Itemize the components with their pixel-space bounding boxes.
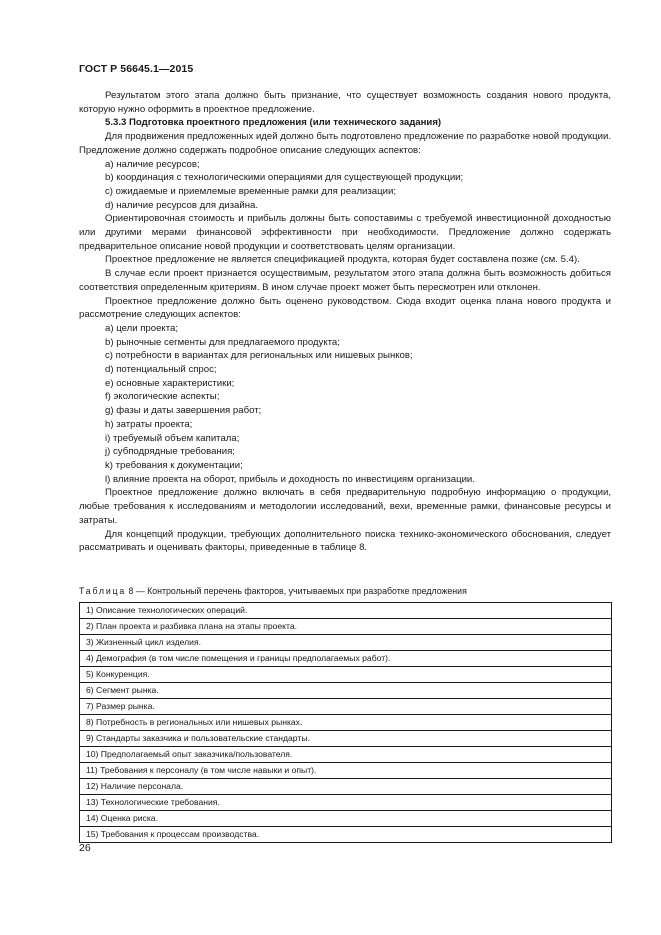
table-caption-text: 8 — Контрольный перечень факторов, учитываемых при разработке предложения — [126, 586, 467, 596]
section-heading: 5.3.3 Подготовка проектного предложения (или технического задания) — [105, 117, 442, 129]
list-item: j) субподрядные требования; — [105, 446, 235, 458]
list-item: g) фазы и даты завершения работ; — [105, 405, 262, 417]
table-caption — [79, 586, 619, 597]
list-item: d) наличие ресурсов для дизайна. — [105, 199, 259, 211]
table-row: 6) Сегмент рынка. — [80, 683, 611, 699]
paragraph: В случае если проект признается осуществимым, результатом этого этапа должна быть возможность добиться соответствия определенным критериям. В ином случае проект может быть пересмотрен или отклонен. — [79, 268, 611, 293]
table-row: 11) Требования к персоналу (в том числе навыки и опыт). — [80, 763, 611, 779]
table-row: 8) Потребность в региональных или нишевых рынках. — [80, 715, 611, 731]
list-item: i) требуемый объем капитала; — [105, 432, 240, 444]
table-row: 1) Описание технологических операций. — [80, 603, 611, 619]
paragraph: Ориентировочная стоимость и прибыль должны быть сопоставимы с требуемой инвестиционной доходностью или другими мерами финансовой эффективности при необходимости. Предложение должно содержать предварительное описание новой продукции и соответствовать целям организации. — [79, 213, 611, 252]
page-number: 26 — [79, 842, 91, 854]
list-item: f) экологические аспекты; — [105, 391, 220, 403]
list-item: c) ожидаемые и приемлемые временные рамки для реализации; — [105, 185, 397, 197]
paragraph: Проектное предложение не является спецификацией продукта, которая будет составлена позже (см. 5.4). — [105, 254, 580, 266]
checklist-table — [79, 602, 612, 843]
list-item: e) основные характеристики; — [105, 377, 235, 389]
body-text — [79, 89, 611, 555]
list-item: h) затраты проекта; — [105, 418, 193, 430]
paragraph: Результатом этого этапа должно быть признание, что существует возможность создания нового продукта, которую нужно оформить в проектное предложение. — [79, 90, 611, 115]
paragraph: Проектное предложение должно быть оценено руководством. Сюда входит оценка плана нового продукта и рассмотрение следующих аспектов: — [79, 295, 611, 321]
list-item: b) рыночные сегменты для предлагаемого продукта; — [105, 336, 340, 348]
list-item: b) координация с технологическими операциями для существующей продукции; — [105, 172, 464, 184]
paragraph: Для концепций продукции, требующих дополнительного поиска технико-экономического обоснования, следует рассматривать и оценивать факторы, приведенные в таблице 8. — [79, 528, 611, 554]
table-caption-label: Таблица — [79, 586, 127, 596]
paragraph: Для продвижения предложенных идей должно быть подготовлено предложение по разработке новой продукции. Предложение должно содержать подробное описание следующих аспектов: — [79, 131, 611, 156]
list-item: l) влияние проекта на оборот, прибыль и доходность по инвестициям организации. — [105, 473, 475, 485]
table-row: 15) Требования к процессам производства. — [86, 829, 260, 839]
table-row: 10) Предполагаемый опыт заказчика/пользователя. — [80, 747, 611, 763]
table-row: 13) Технологические требования. — [80, 795, 611, 811]
table-row: 12) Наличие персонала. — [80, 779, 611, 795]
table-row: 5) Конкуренция. — [80, 667, 611, 683]
list-item: k) требования к документации; — [105, 459, 243, 471]
table-row: 9) Стандарты заказчика и пользовательские стандарты. — [80, 731, 611, 747]
table-row: 4) Демография (в том числе помещения и границы предполагаемых работ). — [80, 651, 611, 667]
list-item: а) цели проекта; — [105, 322, 179, 334]
standard-header: ГОСТ Р 56645.1—2015 — [79, 63, 194, 75]
list-item: d) потенциальный спрос; — [105, 364, 217, 376]
table-row: 14) Оценка риска. — [80, 811, 611, 827]
table-row: 2) План проекта и разбивка плана на этапы проекта. — [80, 619, 611, 635]
list-item: c) потребности в вариантах для региональных или нишевых рынков; — [105, 350, 413, 362]
table-row: 7) Размер рынка. — [80, 699, 611, 715]
paragraph: Проектное предложение должно включать в себя предварительную подробную информацию о продукции, любые требования к исследованиям и методологии исследований, вехи, временные рамки, финансовые ресурсы и затраты. — [79, 487, 611, 526]
list-item: а) наличие ресурсов; — [105, 158, 200, 170]
table-row: 3) Жизненный цикл изделия. — [80, 635, 611, 651]
